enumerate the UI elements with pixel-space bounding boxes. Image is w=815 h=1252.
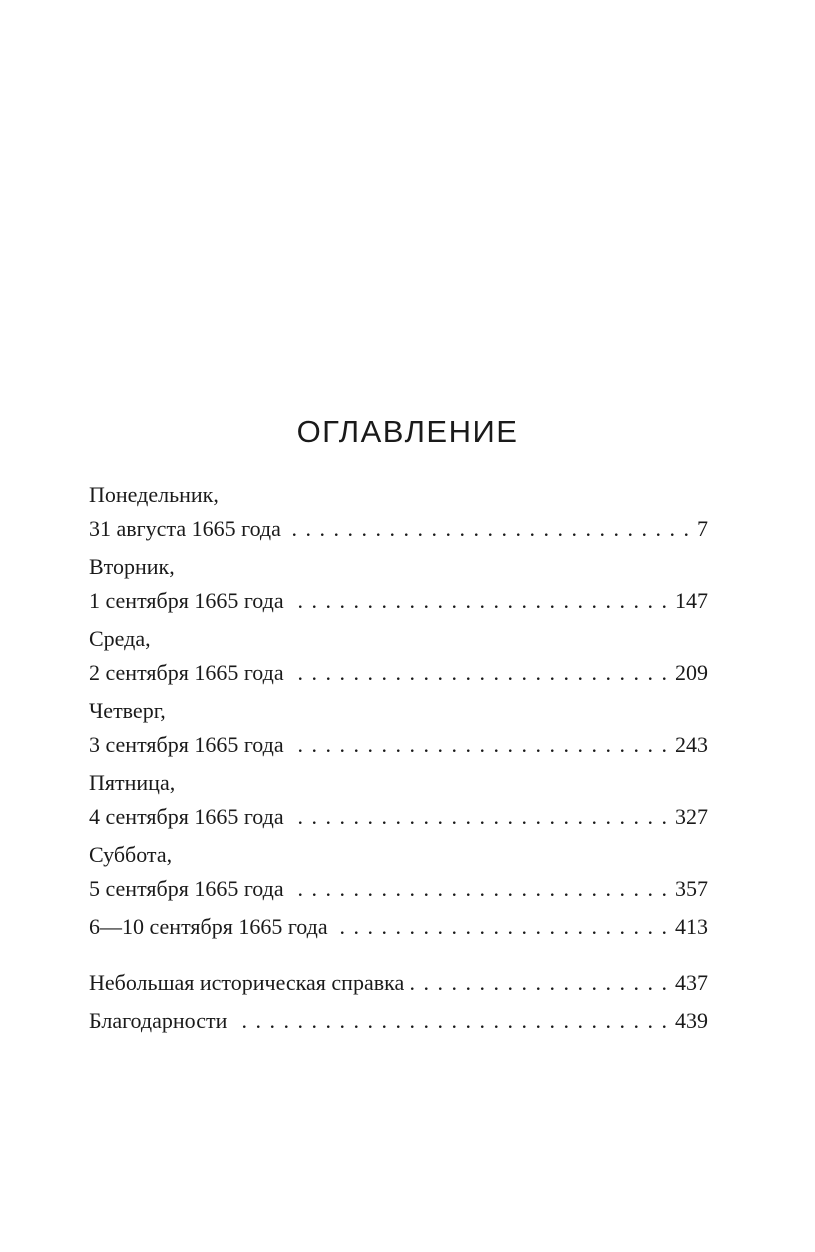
dot-leader: [410, 966, 667, 1000]
toc-entry[interactable]: [89, 694, 708, 762]
toc-entry[interactable]: [89, 550, 708, 618]
toc-entry-date: 4 сентября 1665 года: [89, 804, 284, 829]
toc-entry-page-number: 437: [675, 970, 708, 995]
toc-entry-page-number: 357: [675, 876, 708, 901]
toc-entry-day: Пятница,: [89, 770, 176, 795]
toc-entry-day: Четверг,: [89, 698, 166, 723]
toc-entry-day: Среда,: [89, 626, 151, 651]
dot-leader: [334, 910, 667, 944]
toc-entry-date: 5 сентября 1665 года: [89, 876, 284, 901]
page-title: ОГЛАВЛЕНИЕ: [296, 414, 519, 449]
dot-leader: [290, 656, 667, 690]
dot-leader: [290, 800, 667, 834]
toc-entry-page-number: 7: [697, 516, 708, 541]
dot-leader: [290, 872, 667, 906]
toc-entry-date: 1 сентября 1665 года: [89, 588, 284, 613]
toc-entry-page-number: 147: [675, 588, 708, 613]
dot-leader: [287, 512, 689, 546]
toc-entry-title: Благодарности: [89, 1008, 228, 1033]
toc-entry[interactable]: [89, 622, 708, 690]
toc-entry-date: 31 августа 1665 года: [89, 516, 281, 541]
toc-entry-day: Понедельник,: [89, 482, 219, 507]
table-of-contents: [89, 478, 708, 1042]
toc-entry-title: Небольшая историческая справка: [89, 970, 405, 995]
toc-entry[interactable]: [89, 966, 708, 1000]
toc-entry[interactable]: [89, 910, 708, 944]
toc-entry-page-number: 327: [675, 804, 708, 829]
dot-leader: [233, 1004, 667, 1038]
toc-entry[interactable]: [89, 1004, 708, 1038]
dot-leader: [290, 584, 667, 618]
toc-entry-page-number: 439: [675, 1008, 708, 1033]
toc-entry-day: Суббота,: [89, 842, 173, 867]
toc-entry-page-number: 413: [675, 914, 708, 939]
toc-entry-day: Вторник,: [89, 554, 175, 579]
toc-entry[interactable]: [89, 766, 708, 834]
toc-entry-date: 2 сентября 1665 года: [89, 660, 284, 685]
toc-entry-page-number: 209: [675, 660, 708, 685]
dot-leader: [290, 728, 667, 762]
toc-entry-date: 3 сентября 1665 года: [89, 732, 284, 757]
toc-entry[interactable]: [89, 838, 708, 906]
toc-entry[interactable]: [89, 478, 708, 546]
toc-entry-page-number: 243: [675, 732, 708, 757]
toc-entry-date: 6—10 сентября 1665 года: [89, 914, 328, 939]
